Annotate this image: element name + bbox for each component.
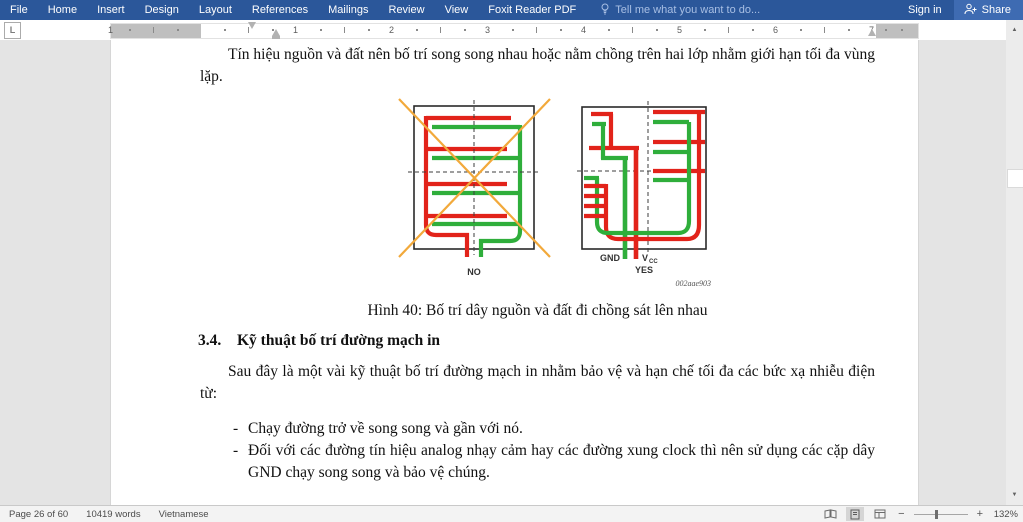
ruler-tick: 5	[677, 25, 683, 35]
ruler-tick: 2	[389, 25, 395, 35]
sign-in-button[interactable]: Sign in	[908, 4, 942, 16]
list-item	[200, 440, 875, 484]
ribbon-tab-mailings[interactable]: Mailings	[328, 4, 369, 16]
zoom-in-button[interactable]: +	[976, 508, 983, 520]
section-heading-text: Kỹ thuật bố trí đường mạch in	[237, 332, 441, 349]
figure-label-gnd: GND	[600, 253, 620, 263]
lightbulb-icon	[600, 3, 610, 18]
scrollbar-thumb[interactable]	[1007, 169, 1023, 188]
ruler-tick: 1	[293, 25, 299, 35]
read-mode-icon	[824, 509, 837, 519]
ruler-tick	[440, 27, 441, 33]
section-heading-number: 3.4.	[198, 332, 222, 349]
ruler-tick	[416, 29, 418, 31]
right-indent-marker[interactable]	[868, 29, 876, 36]
first-line-indent-marker[interactable]	[248, 22, 256, 29]
ribbon-tab-file[interactable]: File	[10, 4, 28, 16]
ribbon-tab-foxit-reader-pdf[interactable]: Foxit Reader PDF	[488, 4, 577, 16]
ruler-tick	[848, 29, 850, 31]
ribbon-tab-review[interactable]: Review	[388, 4, 425, 16]
yes-diagram	[577, 101, 706, 259]
status-bar	[0, 505, 1023, 522]
zoom-slider-track	[914, 514, 968, 515]
ruler-row	[0, 20, 1023, 40]
figure-label-no: NO	[467, 267, 481, 277]
share-person-icon	[964, 3, 977, 18]
status-bar-right	[821, 507, 1023, 521]
scroll-down-button[interactable]: ▼	[1006, 487, 1023, 504]
read-mode-button[interactable]	[821, 507, 839, 521]
paragraph-1: Tín hiệu nguồn và đất nên bố trí song song nhau hoặc nằm chồng trên hai lớp nhằm giới hạn tối đa vùng lặp.	[200, 46, 875, 85]
list-item-text: Đối với các đường tín hiệu analog nhạy cảm hay các đường xung clock thì nên sử dụng các cặp dây GND chạy song song và bảo vệ chúng.	[248, 442, 875, 481]
title-bar	[0, 0, 1023, 20]
ruler-tick	[560, 29, 562, 31]
zoom-level[interactable]: 132%	[993, 508, 1018, 520]
ruler-tick	[824, 27, 825, 33]
ruler-tick: 3	[485, 25, 491, 35]
ruler-tick	[177, 29, 179, 31]
ruler-tick	[320, 29, 322, 31]
list-item	[200, 418, 875, 440]
vertical-scrollbar[interactable]	[1006, 20, 1023, 505]
ruler-tick	[536, 27, 537, 33]
figure-image	[393, 97, 715, 291]
share-label: Share	[981, 4, 1011, 16]
ruler-tick	[728, 27, 729, 33]
ribbon-tab-layout[interactable]: Layout	[198, 4, 232, 16]
no-diagram	[399, 99, 550, 257]
ribbon-tab-references[interactable]: References	[251, 4, 309, 16]
ruler-tick	[153, 27, 154, 33]
tell-me-box[interactable]	[600, 3, 760, 18]
word-count[interactable]: 10419 words	[86, 508, 141, 520]
ruler-tick: 4	[581, 25, 587, 35]
left-indent-marker[interactable]	[272, 36, 280, 39]
figure-label-yes: YES	[634, 265, 654, 275]
ruler-tick	[632, 27, 633, 33]
zoom-slider-thumb[interactable]	[935, 510, 938, 519]
bullet-dash: -	[233, 442, 239, 459]
zoom-out-button[interactable]: −	[898, 508, 905, 520]
ribbon-tab-view[interactable]: View	[444, 4, 469, 16]
document-area	[0, 40, 1006, 505]
print-layout-button[interactable]	[846, 507, 864, 521]
ruler-tick: 7	[869, 25, 875, 35]
ruler-tick	[512, 29, 514, 31]
ruler-tick	[368, 29, 370, 31]
bullet-dash: -	[233, 420, 239, 437]
ruler-tick	[464, 29, 466, 31]
ruler-tick	[800, 29, 802, 31]
figure-caption: Hình 40: Bố trí dây nguồn và đất đi chồng sát lên nhau	[367, 302, 708, 319]
language-indicator[interactable]: Vietnamese	[158, 508, 209, 520]
ruler-tick	[656, 29, 658, 31]
print-layout-icon	[850, 509, 860, 520]
document-page[interactable]	[110, 40, 919, 505]
titlebar-right	[896, 0, 1023, 20]
ribbon-tab-insert[interactable]: Insert	[97, 4, 125, 16]
ribbon-tab-home[interactable]: Home	[47, 4, 78, 16]
hanging-indent-marker[interactable]	[272, 29, 280, 36]
ruler-tick	[608, 29, 610, 31]
list-item-text: Chạy đường trở về song song và gần với nó.	[248, 420, 523, 437]
ruler-tick: 1	[108, 25, 114, 35]
ruler-tick	[885, 29, 887, 31]
page-indicator[interactable]: Page 26 of 60	[9, 508, 69, 520]
tell-me-label: Tell me what you want to do...	[615, 4, 761, 16]
figure-watermark: 002aae903	[675, 279, 711, 288]
ruler-tick	[901, 29, 903, 31]
ruler-tick	[344, 27, 345, 33]
ruler-tick	[224, 29, 226, 31]
ruler-tick	[129, 29, 131, 31]
ruler-tick	[704, 29, 706, 31]
ribbon-tab-design[interactable]: Design	[144, 4, 179, 16]
figure-label-vcc-sub: CC	[649, 259, 658, 265]
web-layout-button[interactable]	[871, 507, 889, 521]
share-button[interactable]	[954, 0, 1023, 20]
zoom-slider[interactable]	[914, 508, 968, 520]
scroll-up-button[interactable]: ▲	[1006, 22, 1023, 39]
web-layout-icon	[874, 509, 886, 519]
figure-label-vcc: V	[642, 253, 649, 263]
bullet-list	[200, 418, 875, 484]
tab-stop-selector[interactable]: L	[4, 22, 21, 39]
section-heading	[198, 330, 873, 352]
ruler-tick	[752, 29, 754, 31]
paragraph-2: Sau đây là một vài kỹ thuật bố trí đường mạch in nhằm bảo vệ và hạn chế tối đa các bức xạ nhiễu điện từ:	[200, 363, 875, 402]
ruler-tick: 6	[773, 25, 779, 35]
ruler-ticks	[110, 23, 917, 37]
